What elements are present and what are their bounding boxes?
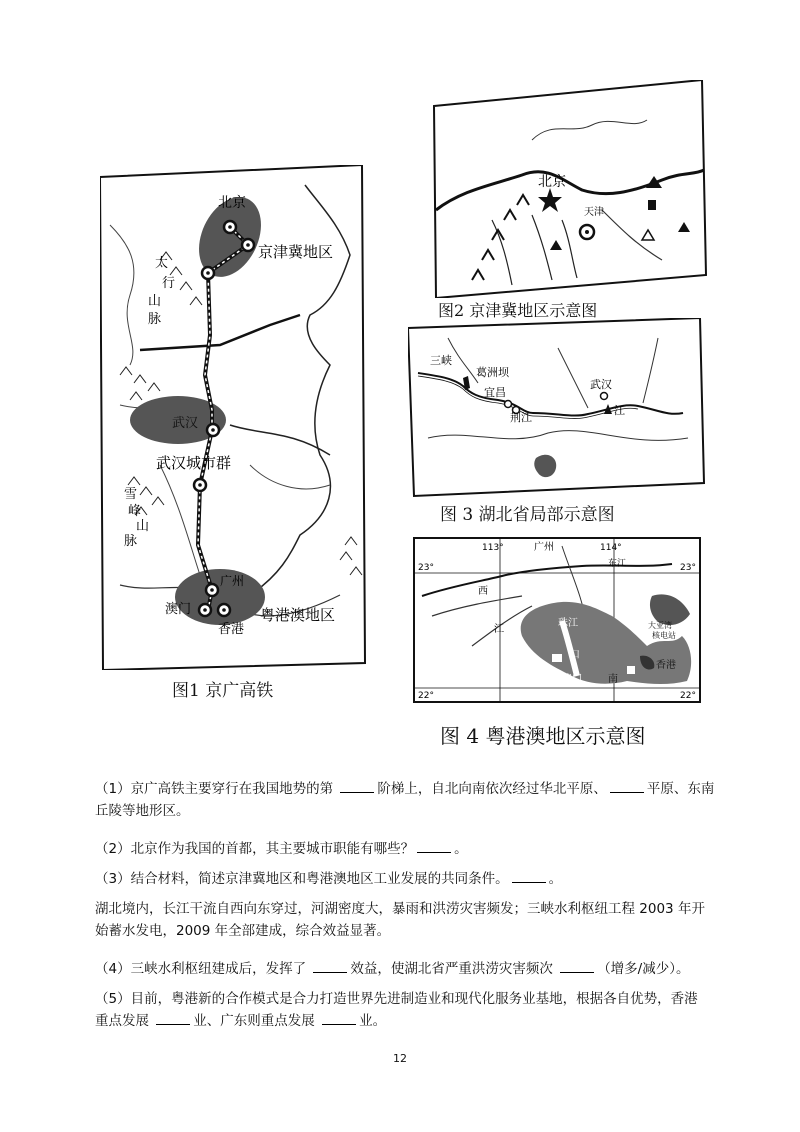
fig3-label-jiang: 江 [614,404,625,417]
q2-text: （2）北京作为我国的首都，其主要城市职能有哪些？ [95,841,415,857]
q3-text: （3）结合材料，简述京津冀地区和粤港澳地区工业发展的共同条件。 [95,871,509,887]
fig3-label-wuhan: 武汉 [590,378,612,391]
fig1-label-macau: 澳门 [165,602,192,617]
q5-text-3: 业。 [359,1013,387,1029]
q4-blank-2[interactable] [560,960,594,973]
q3-end: 。 [548,871,563,887]
q4-text-2: 效益，使湖北省严重洪涝灾害频次 [350,961,558,977]
fig4-label-nan: 南 [608,674,618,685]
fig1-label-wuhan-group: 武汉城市群 [156,454,232,472]
fig4-label-guangzhou: 广州 [534,542,554,553]
fig2-label-tianjin: 天津 [584,207,604,218]
fig4-label-jiang: 江 [494,624,504,635]
fig1-label-jingjinji: 京津冀地区 [258,243,334,261]
q5-text-2: 业、广东则重点发展 [193,1013,320,1029]
q5-blank-2[interactable] [322,1012,356,1025]
fig3-label-gezhouba: 葛洲坝 [476,366,509,379]
fig1-label-yuegangao: 粤港澳地区 [260,606,336,624]
material-line-1: 湖北境内，长江干流自西向东穿过，河湖密度大，暴雨和洪涝灾害频发；三峡水利枢纽工程 2003 年开 [95,901,705,917]
figure-3-caption: 图 3 湖北省局部示意图 [440,505,615,525]
question-1 [95,778,735,822]
fig4-label-lon113: 113° [482,543,504,553]
fig1-label-xuefeng-2: 峰 [128,504,142,519]
fig1-label-taihang-4: 脉 [148,312,162,327]
fig2-label-beijing: 北京 [538,174,566,190]
fig4-label-dongjiang: 东江 [608,559,627,569]
fig1-label-taihang-3: 山 [148,294,162,309]
material-line-2: 始蓄水发电，2009 年全部建成，综合效益显著。 [95,923,391,939]
fig4-label-daya: 大亚湾 [648,621,672,630]
fig1-label-xuefeng-4: 脉 [124,534,138,549]
fig3-label-sanxia: 三峡 [430,354,452,367]
figure-4-map [412,536,704,706]
q1-blank-1[interactable] [340,780,374,793]
fig4-label-kou: 口 [570,650,580,661]
figure-1-map [100,165,368,670]
q1-text-1: （1）京广高铁主要穿行在我国地势的第 [95,781,338,797]
fig3-label-jingjiang: 荆江 [510,411,532,424]
figure-3-svg [408,318,706,498]
q5-text-1: 重点发展 [95,1013,154,1029]
fig1-label-hongkong: 香港 [218,622,245,637]
question-2 [95,838,735,860]
fig1-label-guangzhou: 广州 [220,574,245,588]
question-3 [95,868,735,890]
fig3-label-yichang: 宜昌 [484,386,506,399]
fig1-label-xuefeng-3: 山 [136,519,150,534]
fig4-label-daya-nuclear: 核电站 [652,631,676,640]
figure-1-caption: 图1 京广高铁 [172,681,274,701]
figure-2-caption: 图2 京津冀地区示意图 [438,301,598,320]
fig1-label-taihang-2: 行 [162,276,176,291]
q3-blank[interactable] [512,870,546,883]
fig4-label-hongkong: 香港 [656,660,676,671]
fig4-label-lat22-right: 22° [680,691,696,701]
q2-blank[interactable] [417,840,451,853]
q1-blank-2[interactable] [610,780,644,793]
fig1-label-taihang-1: 太 [155,256,169,271]
fig4-label-lat22-left: 22° [418,691,434,701]
fig1-label-wuhan: 武汉 [172,416,199,431]
fig4-label-lat23-right: 23° [680,563,696,573]
fig4-label-zhujiang: 珠江 [558,618,578,629]
figure-2-svg [432,80,708,298]
material-text [95,898,735,942]
q4-blank-1[interactable] [313,960,347,973]
q1-text-4: 丘陵等地形区。 [95,803,190,819]
fig4-label-lat23-left: 23° [418,563,434,573]
q1-text-2: 阶梯上，自北向南依次经过华北平原、 [377,781,607,797]
question-4 [95,958,735,980]
figure-4-caption: 图 4 粤港澳地区示意图 [440,724,646,748]
q4-text-3: （增多/减少）。 [597,961,690,977]
figure-1-svg [100,165,368,670]
page-number: 12 [393,1052,407,1065]
q2-end: 。 [454,841,468,857]
fig4-label-lon114: 114° [600,543,622,553]
figure-4-svg [412,536,704,706]
fig4-label-aomen: 澳门 [562,674,582,685]
question-5 [95,988,735,1032]
q1-text-3: 平原、东南 [646,781,715,797]
q5-line-1: （5）目前，粤港新的合作模式是合力打造世界先进制造业和现代化服务业基地，根据各自优势，香港 [95,991,698,1007]
fig1-label-beijing: 北京 [218,195,246,211]
figure-2-map [432,80,708,298]
q4-text-1: （4）三峡水利枢纽建成后，发挥了 [95,961,311,977]
fig4-label-xijiang: 西 [478,586,488,597]
fig1-label-xuefeng-1: 雪 [124,487,138,502]
q5-blank-1[interactable] [156,1012,190,1025]
figure-3-map [408,318,706,498]
